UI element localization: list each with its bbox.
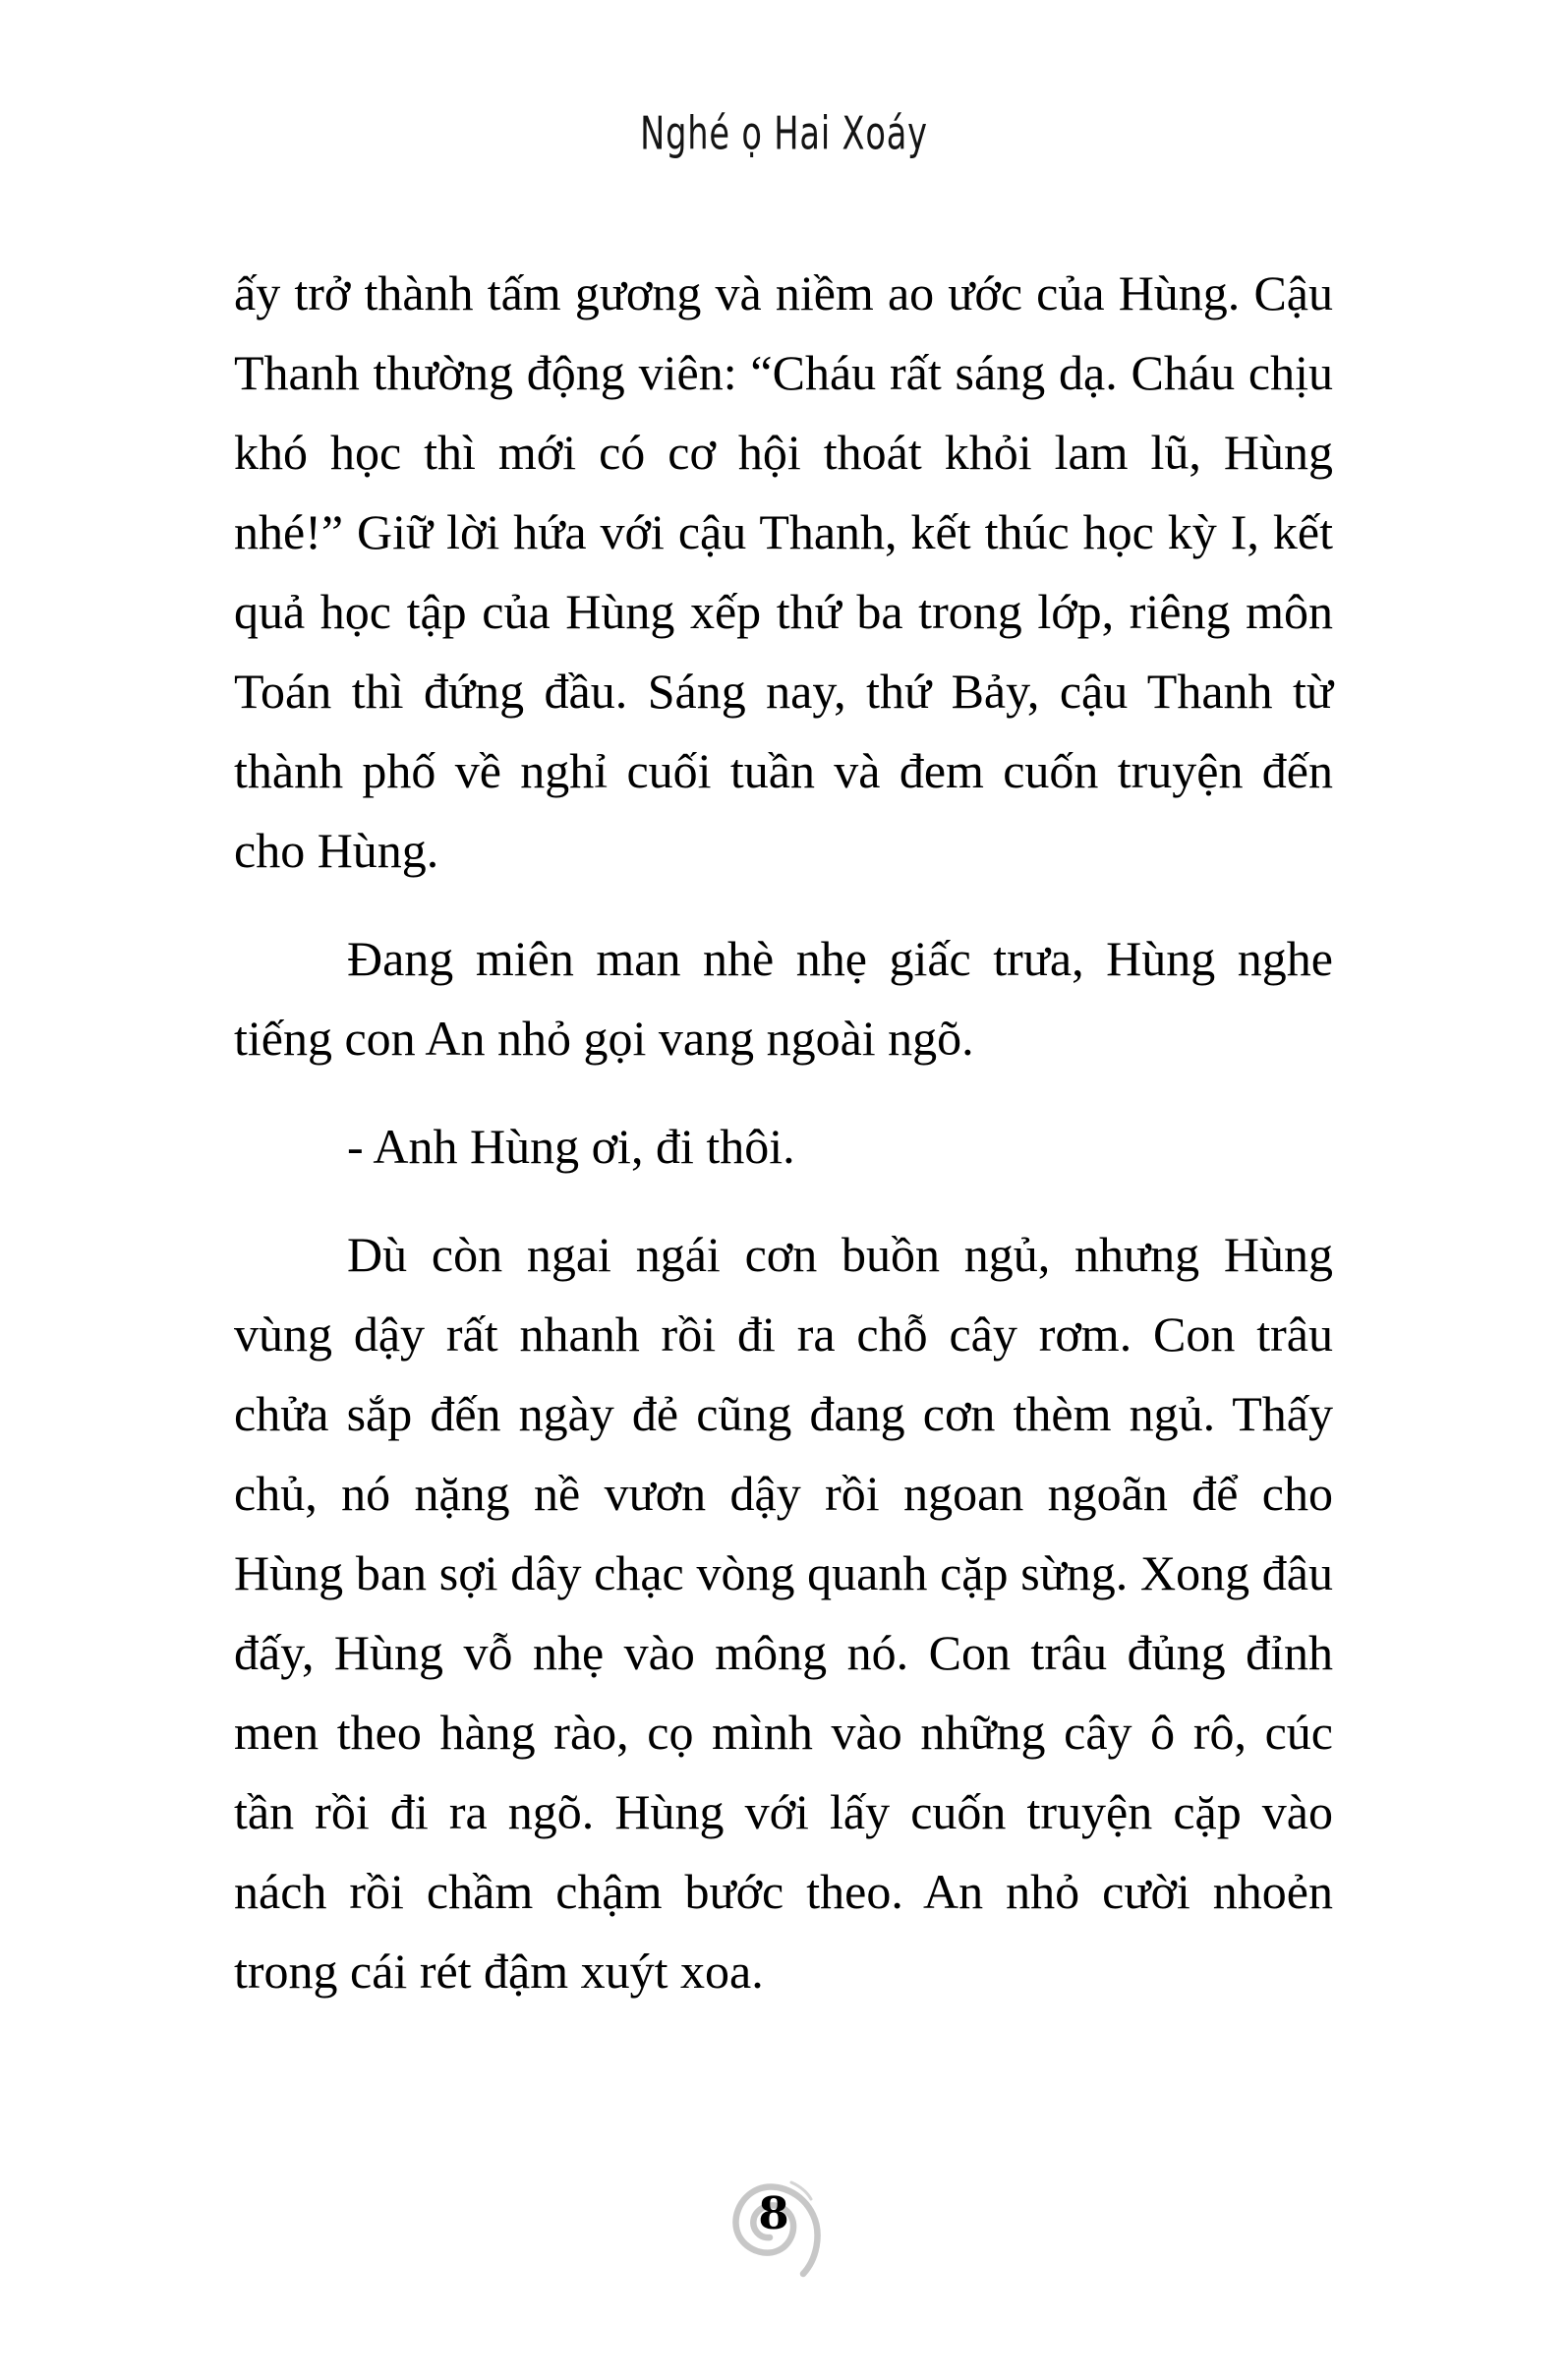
page-body-text (234, 254, 1333, 2011)
paragraph: Dù còn ngai ngái cơn buồn ngủ, nhưng Hùng vùng dậy rất nhanh rồi đi ra chỗ cây rơm. Con trâu chửa sắp đến ngày đẻ cũng đang cơn thèm ngủ. Thấy chủ, nó nặng nề vươn dậy rồi ngoan ngoãn để cho Hùng ban sợi dây chạc vòng quanh cặp sừng. Xong đâu đấy, Hùng vỗ nhẹ vào mông nó. Con trâu đủng đỉnh men theo hàng rào, cọ mình vào những cây ô rô, cúc tần rồi đi ra ngõ. Hùng với lấy cuốn truyện cặp vào nách rồi chầm chậm bước theo. An nhỏ cười nhoẻn trong cái rét đậm xuýt xoa. (234, 1227, 1333, 1999)
book-title-running-head: Nghé ọ Hai Xoáy (639, 107, 928, 160)
paragraph: Đang miên man nhè nhẹ giấc trưa, Hùng nghe tiếng con An nhỏ gọi vang ngoài ngõ. (234, 931, 1333, 1066)
running-head (0, 107, 1567, 160)
page-number: 8 (758, 2187, 789, 2239)
page-footer (723, 2171, 825, 2279)
paragraph: - Anh Hùng ơi, đi thôi. (347, 1119, 795, 1174)
paragraph: ấy trở thành tấm gương và niềm ao ước của Hùng. Cậu Thanh thường động viên: “Cháu rất sáng dạ. Cháu chịu khó học thì mới có cơ hội thoát khỏi lam lũ, Hùng nhé!” Giữ lời hứa với cậu Thanh, kết thúc học kỳ I, kết quả học tập của Hùng xếp thứ ba trong lớp, riêng môn Toán thì đứng đầu. Sáng nay, thứ Bảy, cậu Thanh từ thành phố về nghỉ cuối tuần và đem cuốn truyện đến cho Hùng. (234, 265, 1333, 878)
